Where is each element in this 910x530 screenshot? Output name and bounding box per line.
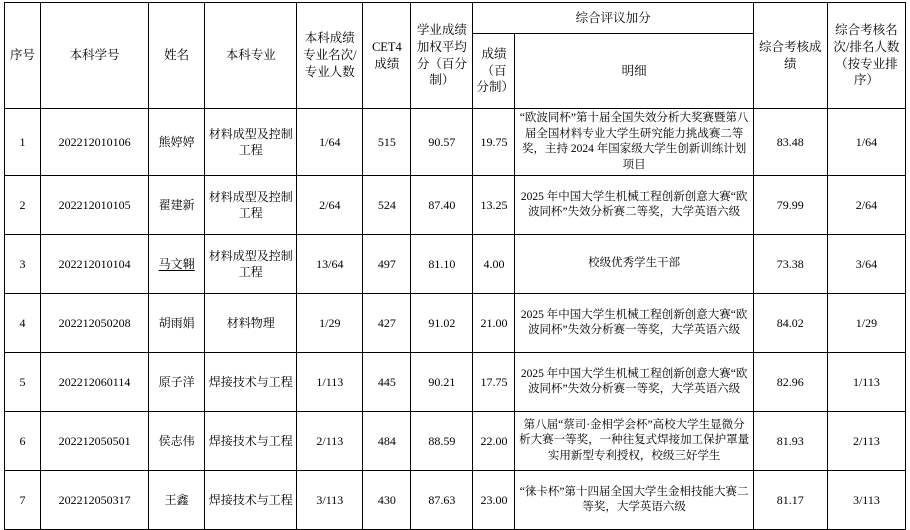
cell-name: 原子洋: [149, 353, 205, 412]
cell-rank: 3/113: [297, 471, 363, 530]
cell-student-id: 202212010104: [41, 235, 149, 294]
cell-final-rank: 3/113: [827, 471, 905, 530]
cell-review-score: 21.00: [473, 294, 515, 353]
cell-review-score: 4.00: [473, 235, 515, 294]
cell-major: 材料成型及控制工程: [205, 176, 297, 235]
cell-total: 82.96: [753, 353, 827, 412]
table-row[interactable]: [5, 294, 906, 353]
cell-cet4: 515: [363, 109, 411, 176]
cell-seq: 5: [5, 353, 41, 412]
cell-cet4: 445: [363, 353, 411, 412]
cell-gpa: 88.59: [411, 412, 473, 471]
cell-seq: 3: [5, 235, 41, 294]
cell-student-id: 202212010105: [41, 176, 149, 235]
cell-review-detail: 第八届“蔡司·金相学会杯”高校大学生显微分析大赛一等奖，一种往复式焊接加工保护罩量实用新型专利授权，校级三好学生: [515, 412, 753, 471]
cell-name: 马文翱: [149, 235, 205, 294]
cell-review-score: 17.75: [473, 353, 515, 412]
table-row[interactable]: [5, 109, 906, 176]
cell-rank: 2/113: [297, 412, 363, 471]
cell-gpa: 90.57: [411, 109, 473, 176]
cell-seq: 7: [5, 471, 41, 530]
table-body: [5, 109, 906, 530]
table-row[interactable]: [5, 353, 906, 412]
header-rank: 本科成绩专业名次/专业人数: [297, 3, 363, 109]
header-student-id: 本科学号: [41, 3, 149, 109]
cell-total: 83.48: [753, 109, 827, 176]
cell-cet4: 427: [363, 294, 411, 353]
cell-student-id: 202212010106: [41, 109, 149, 176]
cell-seq: 2: [5, 176, 41, 235]
cell-seq: 6: [5, 412, 41, 471]
cell-total: 81.93: [753, 412, 827, 471]
cell-final-rank: 3/64: [827, 235, 905, 294]
header-final-rank: 综合考核名次/排名人数（按专业排序）: [827, 3, 905, 109]
header-gpa: 学业成绩加权平均分（百分制）: [411, 3, 473, 109]
cell-review-score: 19.75: [473, 109, 515, 176]
cell-review-score: 23.00: [473, 471, 515, 530]
cell-major: 焊接技术与工程: [205, 353, 297, 412]
cell-major: 材料成型及控制工程: [205, 235, 297, 294]
header-total: 综合考核成绩: [753, 3, 827, 109]
cell-review-detail: 2025 年中国大学生机械工程创新创意大赛“欧波同杯”失效分析赛一等奖，大学英语六级: [515, 353, 753, 412]
cell-review-detail: 2025 年中国大学生机械工程创新创意大赛“欧波同杯”失效分析赛二等奖，大学英语六级: [515, 176, 753, 235]
table-row[interactable]: [5, 176, 906, 235]
cell-final-rank: 2/64: [827, 176, 905, 235]
cell-rank: 1/29: [297, 294, 363, 353]
cell-cet4: 484: [363, 412, 411, 471]
cell-student-id: 202212050317: [41, 471, 149, 530]
student-evaluation-table: [4, 2, 906, 530]
cell-major: 焊接技术与工程: [205, 471, 297, 530]
cell-final-rank: 1/113: [827, 353, 905, 412]
cell-final-rank: 1/64: [827, 109, 905, 176]
header-major: 本科专业: [205, 3, 297, 109]
cell-rank: 1/113: [297, 353, 363, 412]
cell-total: 81.17: [753, 471, 827, 530]
cell-major: 材料成型及控制工程: [205, 109, 297, 176]
table-header: [5, 3, 906, 109]
cell-review-score: 22.00: [473, 412, 515, 471]
cell-cet4: 524: [363, 176, 411, 235]
cell-gpa: 81.10: [411, 235, 473, 294]
cell-name: 侯志伟: [149, 412, 205, 471]
cell-final-rank: 1/29: [827, 294, 905, 353]
table-row[interactable]: [5, 235, 906, 294]
cell-gpa: 87.63: [411, 471, 473, 530]
cell-gpa: 90.21: [411, 353, 473, 412]
header-review-detail: 明细: [515, 34, 753, 109]
cell-rank: 2/64: [297, 176, 363, 235]
cell-student-id: 202212050501: [41, 412, 149, 471]
table-row[interactable]: [5, 471, 906, 530]
cell-name: 胡雨娟: [149, 294, 205, 353]
cell-name: 熊婷婷: [149, 109, 205, 176]
cell-review-detail: 校级优秀学生干部: [515, 235, 753, 294]
cell-name: 王鑫: [149, 471, 205, 530]
cell-rank: 13/64: [297, 235, 363, 294]
header-cet4: CET4成绩: [363, 3, 411, 109]
cell-name: 翟建新: [149, 176, 205, 235]
cell-gpa: 91.02: [411, 294, 473, 353]
cell-cet4: 497: [363, 235, 411, 294]
cell-major: 焊接技术与工程: [205, 412, 297, 471]
cell-review-detail: “欧波同杯”第十届全国失效分析大奖赛暨第八届全国材料专业大学生研究能力挑战赛二等奖，主持 2024 年国家级大学生创新训练计划项目: [515, 109, 753, 176]
cell-gpa: 87.40: [411, 176, 473, 235]
cell-seq: 4: [5, 294, 41, 353]
header-review-score: 成绩（百分制）: [473, 34, 515, 109]
header-name: 姓名: [149, 3, 205, 109]
cell-seq: 1: [5, 109, 41, 176]
cell-review-detail: “徕卡杯”第十四届全国大学生金相技能大赛二等奖，大学英语六级: [515, 471, 753, 530]
cell-review-detail: 2025 年中国大学生机械工程创新创意大赛“欧波同杯”失效分析赛一等奖，大学英语六级: [515, 294, 753, 353]
header-review-group: 综合评议加分: [473, 3, 753, 34]
cell-student-id: 202212060114: [41, 353, 149, 412]
cell-student-id: 202212050208: [41, 294, 149, 353]
cell-major: 材料物理: [205, 294, 297, 353]
cell-cet4: 430: [363, 471, 411, 530]
cell-rank: 1/64: [297, 109, 363, 176]
cell-total: 79.99: [753, 176, 827, 235]
cell-total: 84.02: [753, 294, 827, 353]
table-row[interactable]: [5, 412, 906, 471]
cell-review-score: 13.25: [473, 176, 515, 235]
cell-final-rank: 2/113: [827, 412, 905, 471]
header-row-1: [5, 3, 906, 34]
cell-total: 73.38: [753, 235, 827, 294]
header-seq: 序号: [5, 3, 41, 109]
